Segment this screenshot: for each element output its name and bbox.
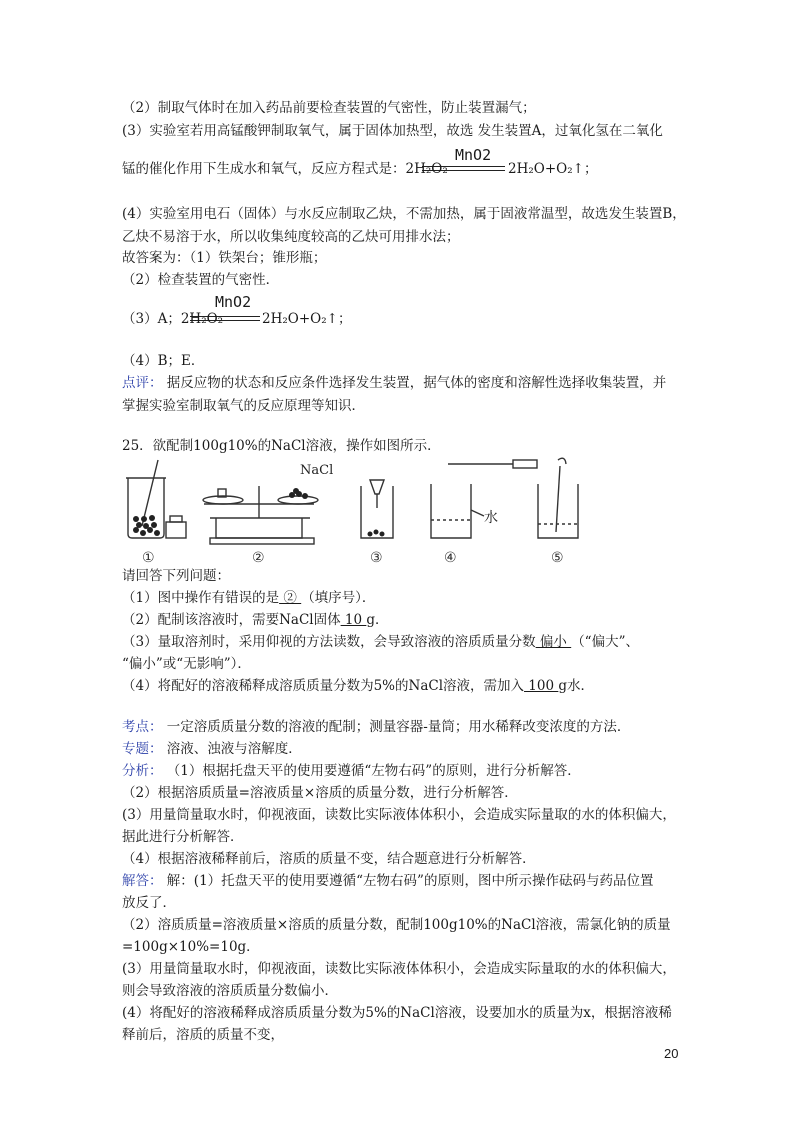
equation-line-prefix: 锰的催化作用下生成水和氧气，反应方程式是：2H₂O₂	[122, 161, 448, 177]
question-3	[122, 632, 639, 652]
question-3-text: （3）量取溶剂时，采用仰视的方法读数，会导致溶液的溶质质量分数	[122, 634, 536, 650]
fenxi-line-2: （2）根据溶质质量=溶液质量×溶质的质量分数，进行分析解答．	[122, 785, 518, 801]
question-2-answer: 10	[340, 612, 367, 628]
comment-text: 据反应物的状态和反应条件选择发生装置，据气体的密度和溶解性选择收集装置，并	[166, 375, 667, 391]
step-label-3: ③	[370, 550, 383, 566]
question-2-text: （2）配制该溶液时，需要NaCl固体	[122, 612, 341, 628]
answer-line-5: 乙炔不易溶于水，所以收集纯度较高的乙炔可用排水法；	[122, 229, 460, 245]
fenxi-line-4: 据此进行分析解答．	[122, 829, 244, 845]
jieda-line-4: =100g×10%=10g．	[122, 939, 260, 955]
answer-line-2: （2）制取气体时在加入药品前要检查装置的气密性，防止装置漏气；	[122, 100, 536, 116]
zhuanti-tag: 专题：	[122, 741, 163, 757]
question-2	[122, 610, 389, 630]
question-1-suffix: （填序号）．	[301, 590, 376, 606]
jieda-line-5: (3）用量筒量取水时，仰视液面，读数比实际液体体积小，会造成实际量取的水的体积偏大，	[122, 961, 676, 977]
equation-line-products: 2H₂O+O₂↑；	[508, 161, 598, 177]
kaodian-text: 一定溶质质量分数的溶液的配制；测量容器-量筒；用水稀释改变浓度的方法．	[166, 719, 631, 735]
kaodian-line	[122, 717, 630, 737]
step-4-beaker-water-icon	[431, 484, 484, 538]
answer-summary-3-products: 2H₂O+O₂↑；	[262, 311, 352, 327]
question-3-options: “偏小”或“无影响”）．	[122, 656, 251, 672]
jieda-line-7: (4）将配好的溶液稀释成溶质质量分数为5%的NaCl溶液，设要加水的质量为x，根据溶液稀	[122, 1005, 672, 1021]
jieda-tag: 解答：	[122, 873, 163, 889]
step-label-2: ②	[252, 550, 265, 566]
answer-summary-1: 故答案为：（1）铁架台；锥形瓶；	[122, 250, 327, 266]
page-number: 20	[664, 1046, 679, 1061]
answer-line-3: (3）实验室若用高锰酸钾制取氧气，属于固体加热型，故选 发生装置A，过氧化氢在二氧化	[122, 123, 663, 139]
comment-line-2: 掌握实验室制取氧气的反应原理等知识．	[122, 398, 365, 414]
jieda-line-1	[122, 871, 653, 891]
answer-summary-2: （2）检查装置的气密性．	[122, 272, 280, 288]
fenxi-line-3: (3）用量筒量取水时，仰视液面，读数比实际液体体积小，会造成实际量取的水的体积偏大，	[122, 807, 676, 823]
fenxi-tag: 分析：	[122, 763, 163, 779]
question-4-suffix: g水．	[558, 678, 595, 694]
kaodian-tag: 考点：	[122, 719, 163, 735]
step-label-4: ④	[444, 550, 457, 566]
zhuanti-line	[122, 739, 302, 759]
answer-summary-3-prefix: （3）A；2H₂O₂	[122, 311, 224, 327]
catalyst-label: MnO2	[455, 146, 492, 164]
step-5-pipette-beaker-icon	[448, 458, 578, 538]
answer-line-4: (4）实验室用电石（固体）与水反应制取乙炔，不需加热，属于固液常温型，故选发生装置B，	[122, 206, 686, 222]
jieda-line-6: 则会导致溶液的溶质质量分数偏小．	[122, 983, 338, 999]
question-25-title: 25．欲配制100g10%的NaCl溶液，操作如图所示．	[122, 438, 441, 454]
question-1-text: （1）图中操作有错误的是	[122, 590, 280, 606]
jieda-line-8: 释前后，溶质的质量不变，	[122, 1027, 284, 1043]
step-label-5: ⑤	[551, 550, 564, 566]
question-2-suffix: g．	[366, 612, 389, 628]
question-4-text: （4）将配好的溶液稀释成溶质质量分数为5%的NaCl溶液，需加入	[122, 678, 525, 694]
question-3-answer: 偏小	[535, 634, 572, 650]
jieda-line-3: （2）溶质质量=溶液质量×溶质的质量分数，配制100g10%的NaCl溶液，需氯化钠的质量	[122, 917, 671, 933]
experiment-figure	[118, 456, 618, 566]
jieda-line-2: 放反了．	[122, 895, 176, 911]
fenxi-line-5: （4）根据溶液稀释前后，溶质的质量不变，结合题意进行分析解答．	[122, 851, 536, 867]
step-3-beaker-icon	[361, 480, 393, 538]
nacl-label: NaCl	[300, 463, 334, 478]
question-4-answer: 100	[524, 678, 559, 694]
comment-line-1	[122, 373, 666, 393]
question-3-suffix: （“偏大”、	[571, 634, 639, 650]
zhuanti-text: 溶液、浊液与溶解度．	[166, 741, 302, 757]
water-label: 水	[484, 510, 498, 526]
step-label-1: ①	[142, 550, 155, 566]
catalyst-label-2: MnO2	[215, 293, 252, 311]
question-4	[122, 676, 594, 696]
question-1	[122, 588, 375, 608]
fenxi-text-1: （1）根据托盘天平的使用要遵循“左物右码”的原则，进行分析解答．	[166, 763, 581, 779]
jieda-text-1: 解：(1）托盘天平的使用要遵循“左物右码”的原则，图中所示操作砝码与药品位置	[166, 873, 654, 889]
answer-summary-4: （4）B；E．	[122, 353, 205, 369]
question-1-answer: ②	[279, 590, 302, 606]
comment-tag: 点评：	[122, 375, 163, 391]
fenxi-line-1	[122, 761, 581, 781]
questions-intro: 请回答下列问题：	[122, 568, 230, 584]
